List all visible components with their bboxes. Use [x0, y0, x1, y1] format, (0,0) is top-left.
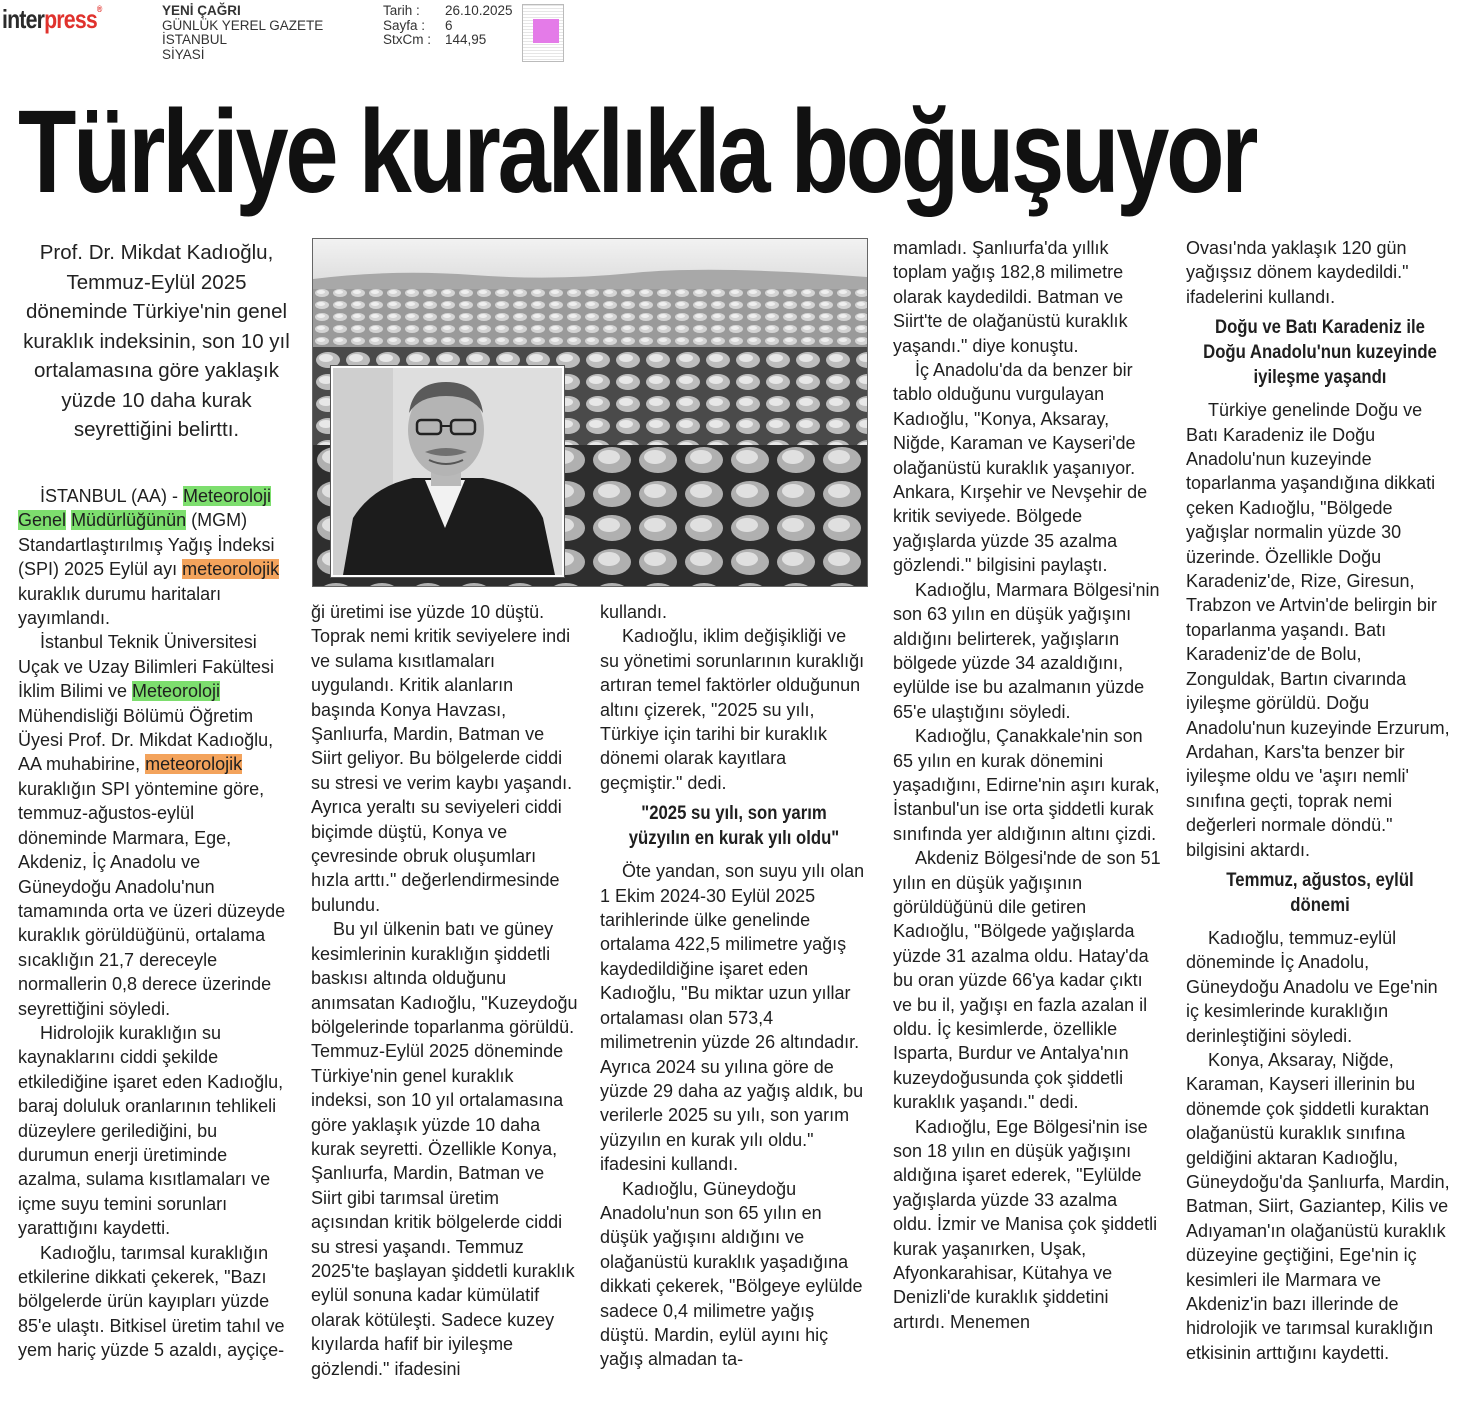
paragraph: Kadıoğlu, Marmara Bölgesi'nin son 63 yılın en düşük yağışını aldığını belirterek, yağışların bölgede yüzde 34 azaldığını, eylülde ise bu azalmanın yüzde 65'e ulaştığını söyledi.	[893, 579, 1160, 722]
paragraph: kullandı.	[600, 602, 668, 622]
page-thumbnail-highlight	[533, 19, 559, 43]
highlight-term: meteorolojik	[182, 559, 280, 580]
paragraph: Kadıoğlu, Güneydoğu Anadolu'nun son 65 yılın en düşük yağışını aldığını ve olağanüstü kuraklık yaşadığına dikkati çekerek, "Bölgeye eylülde sadece 0,4 milimetre yağış düştü. Mardin, eylül ayını hiç yağış almadan ta-	[600, 1178, 863, 1370]
highlight-term: Meteoroloji	[132, 681, 221, 702]
paragraph: Kadıoğlu, Çanakkale'nin son 65 yılın en kurak dönemini yaşadığını, Edirne'nin aşırı kurak, İstanbul'un ise orta şiddetli kurak sınıfında yer aldığının altını çizdi.	[893, 726, 1160, 844]
article-column-3	[600, 600, 868, 1372]
article-column-4	[893, 236, 1161, 1334]
publication-section: SİYASİ	[162, 46, 205, 62]
publication-type: GÜNLÜK YEREL GAZETE	[162, 17, 324, 33]
article-column-1	[18, 484, 286, 1363]
paragraph: Hidrolojik kuraklığın su kaynaklarını ciddi şekilde etkilediğine işaret eden Kadıoğlu, baraj doluluk oranlarının tehlikeli düzeylere gerilediğini, bu durumun enerji üretiminde azalma, sulama kısıtlamaları ve içme suyu temini sorunları yarattığını kaydetti.	[18, 1022, 284, 1239]
paragraph: Akdeniz Bölgesi'nde de son 51 yılın en düşük yağışının görüldüğünü dile getiren Kadıoğlu, "Bölgede yağışlarda yüzde 31 azalma oldu. Hatay'da bu oran yüzde 66'ya kadar çıktı ve bu il, yağışı en fazla azalan il oldu. İç kesimlerde, özellikle Isparta, Burdur ve Antalya'nın kuzeydoğusunda çok şiddetli kuraklık yaşandı." dedi.	[893, 848, 1161, 1113]
portrait-photo	[331, 366, 564, 577]
paragraph: Öte yandan, son suyu yılı olan 1 Ekim 2024-30 Eylül 2025 tarihlerinde ülke genelinde ortalama 422,5 milimetre yağış kaydedildiğine işaret eden Kadıoğlu, "Bu miktar uzun yıllar ortalaması olan 573,4 milimetrenin yüzde 26 altındadır. Ayrıca 2024 su yılına göre de yüzde 29 daha az yağış aldık, bu verilerle 2025 su yılı, son yarım yüzyılın en kurak yılı oldu." ifadesini kullandı.	[600, 861, 865, 1175]
subheading: Doğu ve Batı Karadeniz ile Doğu Anadolu'nun kuzeyinde iyileşme yaşandı	[1203, 317, 1437, 389]
paragraph: İSTANBUL (AA) - Meteoroloji Genel Müdürlüğünün (MGM) Standartlaştırılmış Yağış İndeksi (SPI) 2025 Eylül ayı meteorolojik kuraklık durumu haritaları yayımlandı.	[18, 486, 280, 629]
paragraph: Kadıoğlu, tarımsal kuraklığın etkilerine dikkati çekerek, "Bazı bölgelerde ürün kayıpları yüzde 85'e ulaştı. Bitkisel üretim tahıl ve yem hariç yüzde 5 azaldı, ayçiçe-	[18, 1242, 285, 1361]
clip-header	[0, 0, 1469, 66]
paragraph: Türkiye genelinde Doğu ve Batı Karadeniz ile Doğu Anadolu'nun kuzeyinde toparlanma yaşandığına dikkati çeken Kadıoğlu, "Bölgede yağışlar normalin yüzde 30 üzerinde. Özellikle Doğu Karadeniz'de, Rize, Giresun, Trabzon ve Artvin'de belirgin bir toparlanma yaşandı. Batı Karadeniz'de de Bolu, Zonguldak, Bartın civarında iyileşme görüldü. Doğu Anadolu'nun kuzeyinde Erzurum, Ardahan, Kars'ta benzer bir iyileşme oldu ve 'aşırı nemli' sınıfına geçti, toprak nemi değerleri normale döndü." bilgisini aktardı.	[1186, 400, 1450, 860]
portrait-image	[333, 368, 562, 575]
highlight-term: meteorolojik	[145, 754, 243, 775]
headline: Türkiye kuraklıkla boğuşuyor	[18, 86, 1256, 218]
highlight-term: Müdürlüğünün	[71, 510, 187, 531]
date-label: Tarih :	[383, 3, 420, 18]
article-column-2	[311, 600, 579, 1381]
size-value: 144,95	[445, 32, 487, 47]
publication-city: İSTANBUL	[162, 32, 228, 47]
paragraph: Kadıoğlu, iklim değişikliği ve su yönetimi sorunlarının kuraklığı artıran temel faktörler olduğunun altını çizerek, "2025 su yılı, Türkiye için tarihi bir kuraklık dönemi olarak kayıtlara geçmiştir." dedi.	[600, 626, 865, 793]
date-value: 26.10.2025	[445, 3, 513, 18]
highlight-term: Meteoroloji	[183, 486, 272, 506]
publication-info	[162, 4, 323, 62]
paragraph: İç Anadolu'da da benzer bir tablo olduğunu vurgulayan Kadıoğlu, "Konya, Aksaray, Niğde, Karaman ve Kayseri'de olağanüstü kuraklık yaşanıyor. Ankara, Kırşehir ve Nevşehir de kritik seviyede. Bölgede yağışlarda yüzde 35 azalma gözlendi." bilgisini paylaştı.	[893, 360, 1148, 576]
paragraph: Konya, Aksaray, Niğde, Karaman, Kayseri illerinin bu dönemde çok şiddetli kuraktan olağanüstü kuraklık sınıfına geldiğini aktaran Kadıoğlu, Güneydoğu'da Şanlıurfa, Mardin, Batman, Siirt, Gaziantep, Kilis ve Adıyaman'ın olağanüstü kuraklık düzeyine geçtiğini, Ege'nin iç kesimleri ile Marmara ve Akdeniz'in bazı illerinde de hidrolojik ve tarımsal kuraklığın etkisinin arttığını kaydetti.	[1186, 1049, 1450, 1363]
paragraph: ği üretimi ise yüzde 10 düştü. Toprak nemi kritik seviyelere indi ve sulama kısıtlamaları uygulandı. Kritik alanların başında Konya Havzası, Şanlıurfa, Mardin, Batman ve Siirt geliyor. Bu bölgelerde ciddi su stresi ve verim kaybı yaşandı. Ayrıca yeraltı su seviyeleri ciddi biçimde düştü, Konya ve çevresinde obruk oluşumları hızla arttı." değerlendirmesinde bulundu.	[311, 602, 573, 915]
page-label: Sayfa :	[383, 17, 426, 33]
paragraph: Ovası'nda yaklaşık 120 gün yağışsız dönem kaydedildi." ifadelerini kullandı.	[1186, 238, 1409, 307]
paragraph: Kadıoğlu, temmuz-eylül döneminde İç Anadolu, Güneydoğu Anadolu ve Ege'nin iç kesimlerinde kuraklığın derinleştiğini söyledi.	[1186, 927, 1438, 1046]
page-value: 6	[445, 17, 453, 33]
publication-name: YENİ ÇAĞRI	[162, 3, 241, 18]
paragraph: mamladı. Şanlıurfa'da yıllık toplam yağış 182,8 milimetre olarak kaydedildi. Batman ve Siirt'te de olağanüstü kuraklık yaşandı." diye konuştu.	[893, 238, 1128, 356]
page-thumbnail	[522, 4, 564, 62]
paragraph: İstanbul Teknik Üniversitesi Uçak ve Uzay Bilimleri Fakültesi İklim Bilimi ve Meteoroloji Mühendisliği Bölümü Öğretim Üyesi Prof. Dr. Mikdat Kadıoğlu, AA muhabirine, meteorolojik kuraklığın SPI yöntemine göre, temmuz-ağustos-eylül döneminde Marmara, Ege, Akdeniz, İç Anadolu ve Güneydoğu Anadolu'nun tamamında orta ve üzeri düzeyde kuraklık görüldüğünü, ortalama sıcaklığın 21,7 dereceyle normallerin 0,8 derece üzerinde seyrettiğini söyledi.	[18, 632, 286, 1019]
article-column-5	[1186, 236, 1454, 1365]
lead-summary: Prof. Dr. Mikdat Kadıoğlu, Temmuz-Eylül 2025 döneminde Türkiye'nin genel kuraklık indeksinin, son 10 yıl ortalamasına göre yaklaşık yüzde 10 daha kurak seyrettiğini belirttı.	[23, 241, 290, 441]
subheading: Temmuz, ağustos, eylül dönemi	[1226, 869, 1414, 916]
paragraph: Kadıoğlu, Ege Bölgesi'nin ise son 18 yılın en düşük yağışını aldığına işaret ederek, "Eylülde yağışlarda yüzde 33 azalma oldu. İzmir ve Manisa çok şiddetli kurak yaşanırken, Uşak, Afyonkarahisar, Kütahya ve Denizli'de kuraklık şiddetini artırdı. Menemen	[893, 1116, 1158, 1332]
paragraph: Bu yıl ülkenin batı ve güney kesimlerinin kuraklığın şiddetli baskısı altında olduğunu anımsatan Kadıoğlu, "Kuzeydoğu bölgelerinde toparlanma görüldü. Temmuz-Eylül 2025 döneminde Türkiye'nin genel kuraklık indeksi, son 10 yıl ortalamasına göre yaklaşık yüzde 10 daha kurak seyretti. Özellikle Konya, Şanlıurfa, Mardin, Batman ve Siirt gibi tarımsal üretim açısından kritik bölgelerde ciddi su stresi yaşandı. Temmuz 2025'te başlayan şiddetli kuraklık eylül sonuna kadar kümülatif olarak kötüleşti. Sadece kuzey kıyılarda hafif bir iyileşme gözlendi." ifadesini	[311, 919, 578, 1379]
interpress-logo: interpress®	[2, 4, 102, 34]
highlight-term: Genel	[18, 510, 67, 531]
subheading: "2025 su yılı, son yarım yüzyılın en kurak yılı oldu"	[628, 803, 840, 850]
clip-meta	[383, 4, 513, 48]
size-label: StxCm :	[383, 32, 432, 47]
